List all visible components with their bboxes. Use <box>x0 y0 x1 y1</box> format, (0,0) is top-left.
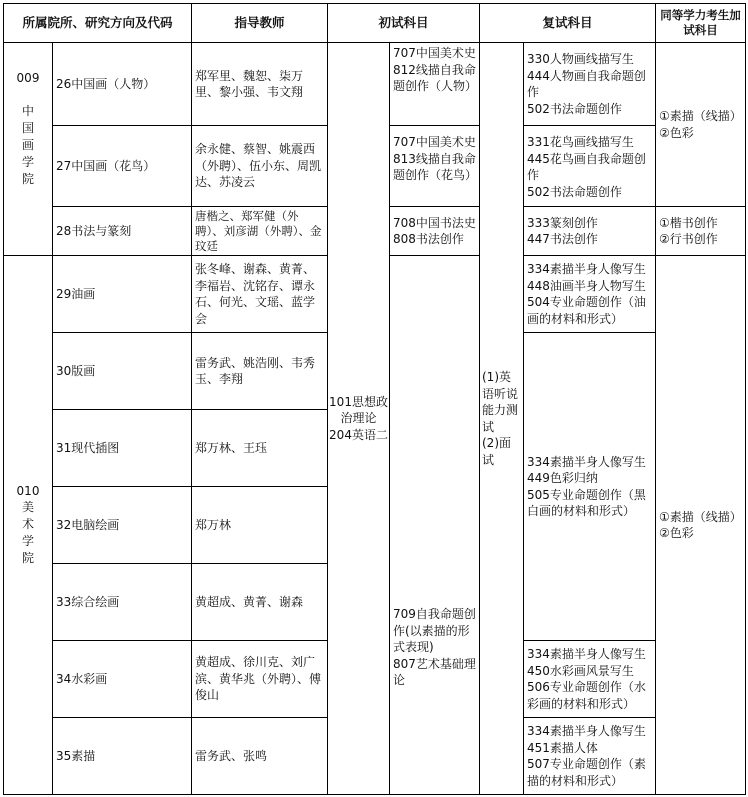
initial-subjects-29-35: 709自我命题创作(以素描的形式表现) 807艺术基础理论 <box>389 255 480 795</box>
advisors-35: 雷务武、张鸣 <box>191 717 328 795</box>
retest-subjects-35: 334素描半身人像写生 451素描人体 507专业命题创作（素描的材料和形式） <box>523 717 656 795</box>
direction-34: 34水彩画 <box>52 640 192 718</box>
department-009 <box>3 42 53 256</box>
direction-28: 28书法与篆刻 <box>52 206 192 256</box>
initial-subjects-27: 707中国美术史 813线描自我命题创作（花鸟） <box>389 125 480 207</box>
department-code: 010 <box>16 483 40 498</box>
direction-30: 30版画 <box>52 332 192 410</box>
direction-27: 27中国画（花鸟） <box>52 125 192 207</box>
advisors-26: 郑军里、魏恕、柒万里、黎小强、韦文翔 <box>191 42 328 126</box>
header-dept: 所属院所、研究方向及代码 <box>3 3 192 43</box>
extra-tests-fine-art: ①素描（线描） ②色彩 <box>655 255 746 795</box>
initial-subjects-26: 707中国美术史 812线描自我命题创作（人物） <box>389 42 480 126</box>
advisors-27: 余永健、蔡智、姚震西（外聘）、伍小东、周凯达、苏凌云 <box>191 125 328 207</box>
department-010 <box>3 255 53 795</box>
header-initial: 初试科目 <box>327 3 480 43</box>
retest-subjects-29: 334素描半身人像写生 448油画半身人物写生 504专业命题创作（油画的材料和形式） <box>523 255 656 333</box>
department-name: 美术学院 <box>21 500 34 566</box>
direction-29: 29油画 <box>52 255 192 333</box>
advisors-32: 郑万林 <box>191 486 328 564</box>
direction-32: 32电脑绘画 <box>52 486 192 564</box>
header-retest: 复试科目 <box>479 3 656 43</box>
retest-subjects-28: 333篆刻创作 447书法创作 <box>523 206 656 256</box>
advisors-33: 黄超成、黄菁、谢森 <box>191 563 328 641</box>
extra-tests-calligraphy: ①楷书创作 ②行书创作 <box>655 206 746 256</box>
department-name: 中国画学院 <box>21 103 34 186</box>
retest-subjects-30-33: 334素描半身人像写生 449色彩归纳 505专业命题创作（黑白画的材料和形式） <box>523 332 656 641</box>
direction-31: 31现代插图 <box>52 409 192 487</box>
initial-common-subjects: 101思想政治理论 204英语二 <box>327 42 390 795</box>
advisors-34: 黄超成、徐川克、刘广滨、黄华兆（外聘）、傅俊山 <box>191 640 328 718</box>
direction-26: 26中国画（人物） <box>52 42 192 126</box>
retest-common: (1)英语听说能力测试 (2)面试 <box>479 42 524 795</box>
retest-subjects-34: 334素描半身人像写生 450水彩画风景写生 506专业命题创作（水彩画的材料和形式） <box>523 640 656 718</box>
header-advisor: 指导教师 <box>191 3 328 43</box>
advisors-30: 雷务武、姚浩刚、韦秀玉、李翔 <box>191 332 328 410</box>
initial-subjects-28: 708中国书法史 808书法创作 <box>389 206 480 256</box>
direction-35: 35素描 <box>52 717 192 795</box>
advisors-28: 唐楷之、郑军健（外聘）、刘彦湖（外聘）、金玟廷 <box>191 206 328 256</box>
advisors-31: 郑万林、王珏 <box>191 409 328 487</box>
extra-tests-painting: ①素描（线描） ②色彩 <box>655 42 746 207</box>
retest-subjects-27: 331花鸟画线描写生 445花鸟画自我命题创作 502书法命题创作 <box>523 125 656 207</box>
direction-33: 33综合绘画 <box>52 563 192 641</box>
retest-subjects-26: 330人物画线描写生 444人物画自我命题创作 502书法命题创作 <box>523 42 656 126</box>
department-code: 009 <box>16 70 40 85</box>
header-extra: 同等学力考生加试科目 <box>655 3 746 43</box>
advisors-29: 张冬峰、谢森、黄菁、李福岩、沈铭存、谭永石、何光、文瑶、蓝学会 <box>191 255 328 333</box>
